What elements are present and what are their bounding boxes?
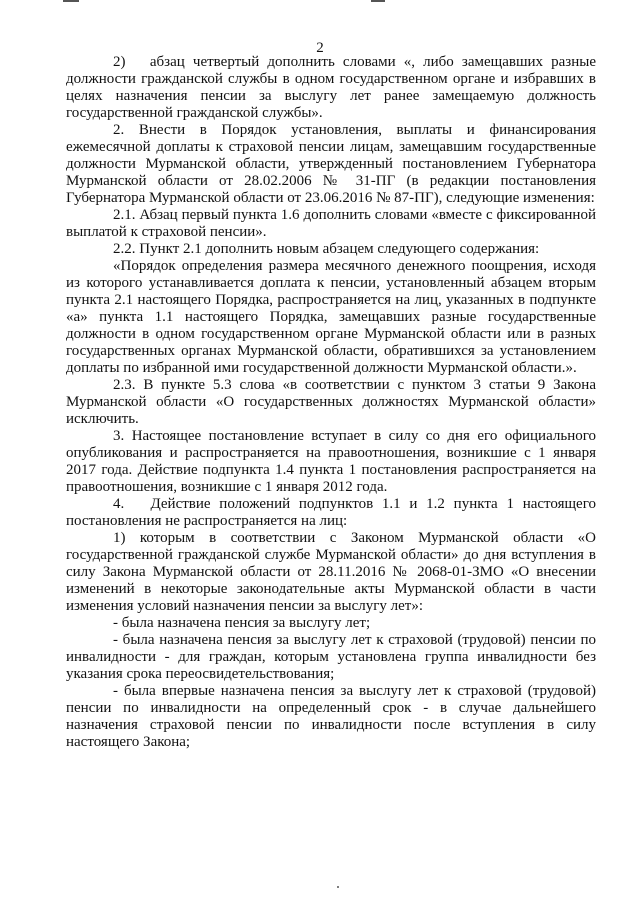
paragraph-quoted-text: «Порядок определения размера месячного денежного поощрения, исходя из которого устанавливается доплата к пенсии, установленный абзацем вторым пункта 2.1 настоящего Порядка, распространяется на лиц, указанных в подпункте «а» пункта 1.1 настоящего Порядка, замещавших разные государственные должности в одном государственном органе Мурманской области или в разных государственных органах Мурманской области, обратившихся за установлением доплаты по избранной ими государственной должности Мурманской области.». <box>66 258 596 376</box>
paragraph-item-4-1: 1) которым в соответствии с Законом Мурманской области «О государственной гражданской службе Мурманской области» до дня вступления в силу Закона Мурманской области от 28.11.2016 № 2068-01-ЗМО «О внесении изменений в некоторые законодательные акты Мурманской области в части изменения условий назначения пенсии за выслугу лет»: <box>66 530 596 614</box>
paragraph-item-2-2: 2.2. Пункт 2.1 дополнить новым абзацем следующего содержания: <box>113 241 540 257</box>
paragraph-item-2: 2. Внести в Порядок установления, выплаты и финансирования ежемесячной доплаты к страховой пенсии лицам, замещавшим государственные должности Мурманской области, утвержденный постановлением Губернатора Мурманской области от 28.02.2006 № 31-ПГ (в редакции постановления Губернатора Мурманской области от 23.06.2016 № 87-ПГ), следующие изменения: <box>66 122 596 206</box>
scan-edge-mark-left <box>63 0 79 2</box>
scan-speck <box>337 886 339 888</box>
list-item-dash-2: - была назначена пенсия за выслугу лет к страховой (трудовой) пенсии по инвалидности - для граждан, которым установлена группа инвалидности без указания срока переосвидетельствования; <box>66 632 596 682</box>
list-item-dash-1: - была назначена пенсия за выслугу лет; <box>113 615 371 631</box>
paragraph-item-2-3: 2.3. В пункте 5.3 слова «в соответствии с пунктом 3 статьи 9 Закона Мурманской области «О государственных должностях Мурманской области» исключить. <box>66 377 596 427</box>
paragraph-subitem-2: 2) абзац четвертый дополнить словами «, либо замещавших разные должности гражданской службы в одном государственном органе и избравших в целях назначения пенсии за выслугу лет ранее замещаемую должность государственной гражданской службы». <box>66 54 596 121</box>
paragraph-item-4: 4. Действие положений подпунктов 1.1 и 1.2 пункта 1 настоящего постановления не распространяется на лиц: <box>66 496 596 529</box>
page-number: 2 <box>316 40 324 56</box>
document-body <box>66 54 596 751</box>
list-item-dash-3: - была впервые назначена пенсия за выслугу лет к страховой (трудовой) пенсии по инвалидности на определенный срок - в случае дальнейшего назначения страховой пенсии по инвалидности после вступления в силу настоящего Закона; <box>66 683 596 750</box>
paragraph-item-2-1: 2.1. Абзац первый пункта 1.6 дополнить словами «вместе с фиксированной выплатой к страховой пенсии». <box>66 207 596 240</box>
paragraph-item-3: 3. Настоящее постановление вступает в силу со дня его официального опубликования и распространяется на правоотношения, возникшие с 1 января 2017 года. Действие подпункта 1.4 пункта 1 постановления распространяется на правоотношения, возникшие с 1 января 2012 года. <box>66 428 596 495</box>
scan-edge-mark-right <box>371 0 385 2</box>
